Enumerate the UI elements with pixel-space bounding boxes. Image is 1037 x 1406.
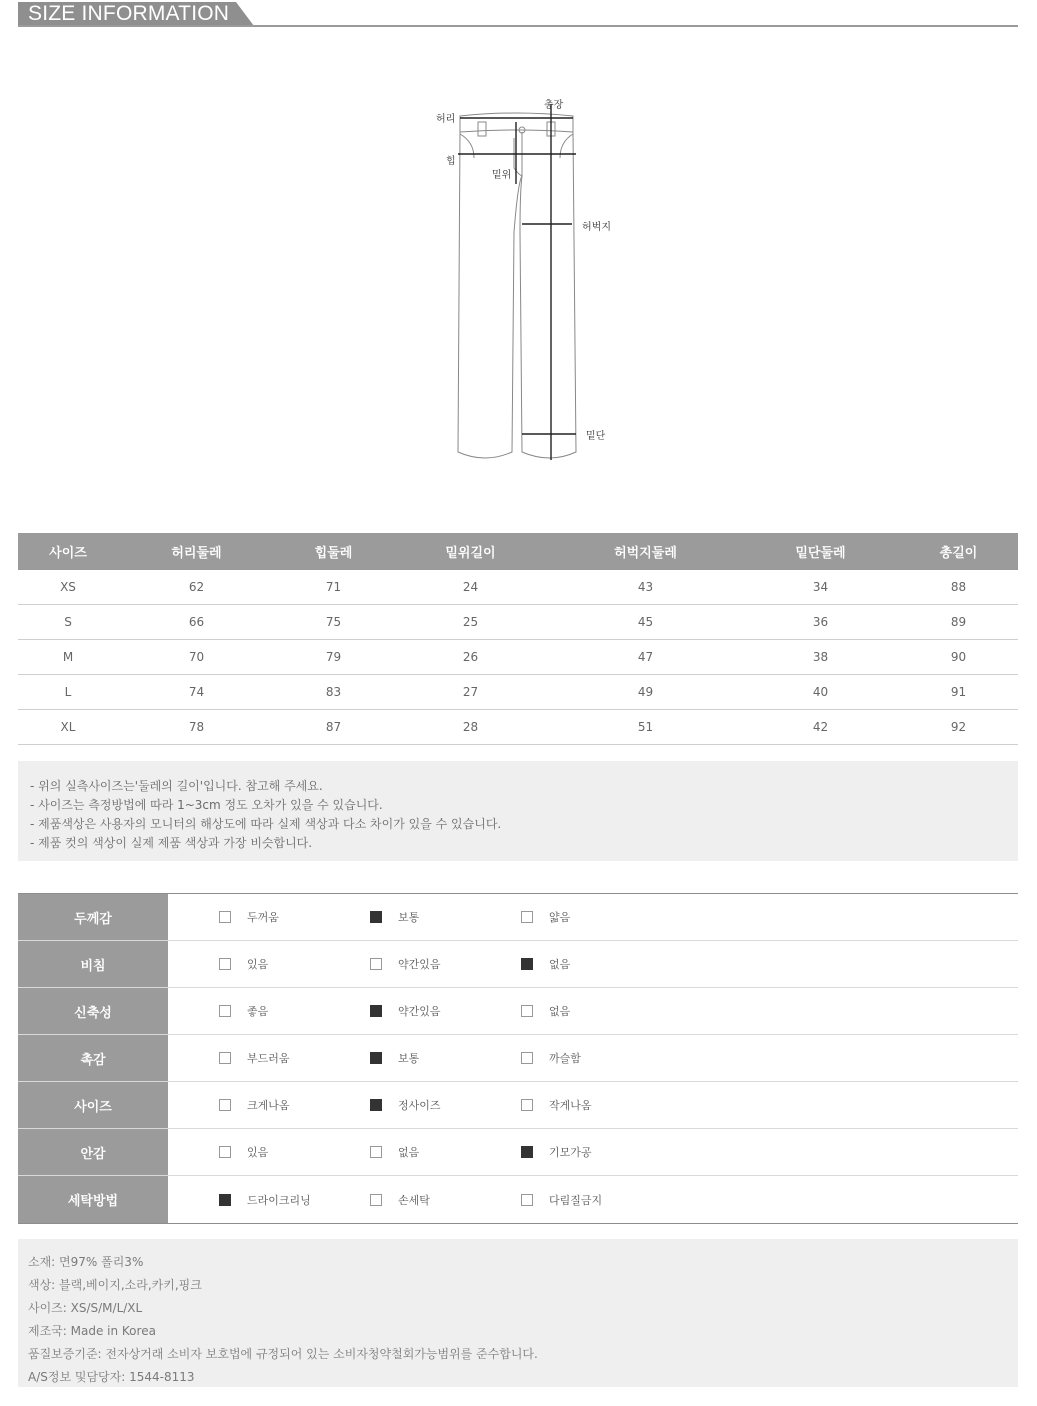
attribute-option[interactable] (219, 894, 279, 940)
attribute-option[interactable] (370, 941, 441, 987)
attribute-option[interactable] (521, 988, 570, 1034)
attribute-option[interactable] (521, 894, 570, 940)
attribute-row-thickness (18, 894, 1018, 941)
checkbox[interactable] (521, 1052, 533, 1064)
note-line: - 제품색상은 사용자의 모니터의 해상도에 따라 실제 색상과 다소 차이가 있을 수 있습니다. (30, 817, 502, 831)
table-cell: 34 (742, 570, 899, 605)
checkbox[interactable] (219, 1099, 231, 1111)
option-label: 까슬함 (549, 1052, 581, 1065)
checkbox-checked[interactable] (370, 1099, 382, 1111)
attribute-row-stretch (18, 988, 1018, 1035)
attribute-option[interactable] (370, 1082, 441, 1128)
note-line: - 사이즈는 측정방법에 따라 1~3cm 정도 오차가 있을 수 있습니다. (30, 798, 383, 812)
attribute-option[interactable] (370, 1129, 419, 1175)
table-row (18, 640, 1018, 675)
waist-label: 허리 (436, 114, 456, 125)
total-length-label: 총장 (544, 100, 564, 111)
attribute-option[interactable] (219, 1035, 290, 1081)
header-cell: 총길이 (899, 533, 1018, 570)
option-label: 보통 (398, 1052, 420, 1065)
table-cell: 27 (392, 675, 549, 710)
attribute-label: 두께감 (18, 894, 168, 940)
checkbox-checked[interactable] (370, 1052, 382, 1064)
attribute-label: 촉감 (18, 1035, 168, 1081)
option-label: 보통 (398, 911, 420, 924)
checkbox-checked[interactable] (521, 1146, 533, 1158)
checkbox[interactable] (219, 911, 231, 923)
rise-label: 밑위 (492, 170, 512, 181)
table-cell: 36 (742, 605, 899, 640)
option-label: 얇음 (549, 911, 571, 924)
option-label: 드라이크리닝 (247, 1193, 311, 1207)
attribute-option[interactable] (370, 988, 441, 1034)
option-label: 없음 (398, 1146, 420, 1159)
table-cell: 79 (275, 640, 392, 675)
header-cell: 허벅지둘레 (549, 533, 742, 570)
size-notes (18, 761, 1018, 861)
header-cell: 사이즈 (18, 533, 118, 570)
table-cell: 38 (742, 640, 899, 675)
option-label: 작게나옴 (549, 1099, 592, 1112)
table-cell: 83 (275, 675, 392, 710)
note-line: - 제품 컷의 색상이 실제 제품 색상과 가장 비슷합니다. (30, 836, 313, 850)
table-cell: 26 (392, 640, 549, 675)
checkbox[interactable] (219, 1146, 231, 1158)
thigh-label: 허벅지 (582, 222, 611, 233)
size-table-header (18, 533, 1018, 570)
table-cell: M (18, 640, 118, 675)
option-label: 없음 (549, 958, 571, 971)
attribute-option[interactable] (521, 1035, 581, 1081)
checkbox-checked[interactable] (219, 1194, 231, 1206)
table-cell: 25 (392, 605, 549, 640)
table-cell: 42 (742, 710, 899, 745)
attribute-label: 사이즈 (18, 1082, 168, 1128)
attribute-label: 비침 (18, 941, 168, 987)
table-cell: 28 (392, 710, 549, 745)
option-label: 손세탁 (398, 1193, 430, 1207)
hem-label: 밑단 (586, 431, 606, 442)
option-label: 크게나옴 (247, 1099, 290, 1112)
table-cell: 87 (275, 710, 392, 745)
checkbox[interactable] (370, 1194, 382, 1206)
attribute-option[interactable] (521, 1176, 602, 1223)
checkbox[interactable] (521, 1099, 533, 1111)
table-cell: XS (18, 570, 118, 605)
option-label: 좋음 (247, 1005, 269, 1018)
section-title: SIZE INFORMATION (18, 2, 236, 26)
checkbox[interactable] (219, 1005, 231, 1017)
checkbox[interactable] (521, 1194, 533, 1206)
product-quality: 품질보증기준: 전자상거래 소비자 보호법에 규정되어 있는 소비자청약철회가능범위를 준수합니다. (28, 1347, 538, 1361)
table-row (18, 675, 1018, 710)
attribute-option[interactable] (219, 1082, 290, 1128)
attribute-option[interactable] (219, 1129, 268, 1175)
table-cell: L (18, 675, 118, 710)
header-cell: 힙둘레 (275, 533, 392, 570)
table-cell: 92 (899, 710, 1018, 745)
table-cell: 75 (275, 605, 392, 640)
attribute-row-texture (18, 1035, 1018, 1082)
pants-measurement-diagram (430, 92, 630, 472)
checkbox[interactable] (370, 1146, 382, 1158)
product-as-info: A/S정보 및담당자: 1544-8113 (28, 1370, 195, 1384)
product-sizes: 사이즈: XS/S/M/L/XL (28, 1301, 143, 1315)
table-cell: 91 (899, 675, 1018, 710)
table-cell: 71 (275, 570, 392, 605)
size-table (18, 533, 1018, 745)
attribute-option[interactable] (521, 1129, 592, 1175)
table-cell: 70 (118, 640, 275, 675)
checkbox-checked[interactable] (370, 1005, 382, 1017)
attribute-option[interactable] (370, 1176, 430, 1223)
attribute-option[interactable] (219, 1176, 311, 1223)
table-cell: 24 (392, 570, 549, 605)
checkbox[interactable] (521, 911, 533, 923)
attribute-row-lining (18, 1129, 1018, 1176)
attribute-row-sheerness (18, 941, 1018, 988)
option-label: 없음 (549, 1005, 571, 1018)
checkbox[interactable] (521, 1005, 533, 1017)
attribute-option[interactable] (521, 941, 570, 987)
checkbox[interactable] (219, 958, 231, 970)
section-header (18, 0, 1018, 27)
pants-illustration (430, 92, 630, 472)
table-cell: 51 (549, 710, 742, 745)
table-row (18, 605, 1018, 640)
table-row (18, 710, 1018, 745)
option-label: 기모가공 (549, 1146, 592, 1159)
header-cell: 밑위길이 (392, 533, 549, 570)
header-cell: 허리둘레 (118, 533, 275, 570)
table-cell: XL (18, 710, 118, 745)
header-cell: 밑단둘레 (742, 533, 899, 570)
product-info (18, 1239, 1018, 1387)
table-cell: 62 (118, 570, 275, 605)
fabric-attributes-table (18, 893, 1018, 1224)
attribute-option[interactable] (521, 1082, 592, 1128)
table-cell: 89 (899, 605, 1018, 640)
option-label: 정사이즈 (398, 1099, 441, 1112)
attribute-label: 안감 (18, 1129, 168, 1175)
attribute-option[interactable] (370, 1035, 419, 1081)
checkbox[interactable] (370, 958, 382, 970)
attribute-row-washing (18, 1176, 1018, 1223)
option-label: 약간있음 (398, 958, 441, 971)
table-cell: 66 (118, 605, 275, 640)
section-title-slant (236, 2, 254, 26)
table-cell: 78 (118, 710, 275, 745)
table-cell: 40 (742, 675, 899, 710)
attribute-option[interactable] (219, 941, 268, 987)
option-label: 두꺼움 (247, 911, 279, 924)
table-cell: S (18, 605, 118, 640)
option-label: 있음 (247, 958, 269, 971)
option-label: 부드러움 (247, 1052, 290, 1065)
table-cell: 90 (899, 640, 1018, 675)
hip-label: 힙 (446, 156, 456, 167)
attribute-label: 신축성 (18, 988, 168, 1034)
attribute-label: 세탁방법 (18, 1176, 168, 1223)
table-cell: 88 (899, 570, 1018, 605)
note-line: - 위의 실측사이즈는'둘레의 길이'입니다. 참고해 주세요. (30, 779, 323, 793)
checkbox-checked[interactable] (521, 958, 533, 970)
option-label: 있음 (247, 1146, 269, 1159)
product-origin: 제조국: Made in Korea (28, 1324, 156, 1338)
table-cell: 74 (118, 675, 275, 710)
checkbox[interactable] (219, 1052, 231, 1064)
table-cell: 43 (549, 570, 742, 605)
product-colors: 색상: 블랙,베이지,소라,카키,핑크 (28, 1278, 202, 1292)
option-label: 다림질금지 (549, 1193, 603, 1207)
option-label: 약간있음 (398, 1005, 441, 1018)
table-row (18, 570, 1018, 605)
attribute-row-fit (18, 1082, 1018, 1129)
table-cell: 49 (549, 675, 742, 710)
table-cell: 45 (549, 605, 742, 640)
checkbox-checked[interactable] (370, 911, 382, 923)
attribute-option[interactable] (219, 988, 268, 1034)
attribute-option[interactable] (370, 894, 419, 940)
product-material: 소재: 면97% 폴리3% (28, 1255, 144, 1269)
header-divider (18, 25, 1018, 27)
table-cell: 47 (549, 640, 742, 675)
